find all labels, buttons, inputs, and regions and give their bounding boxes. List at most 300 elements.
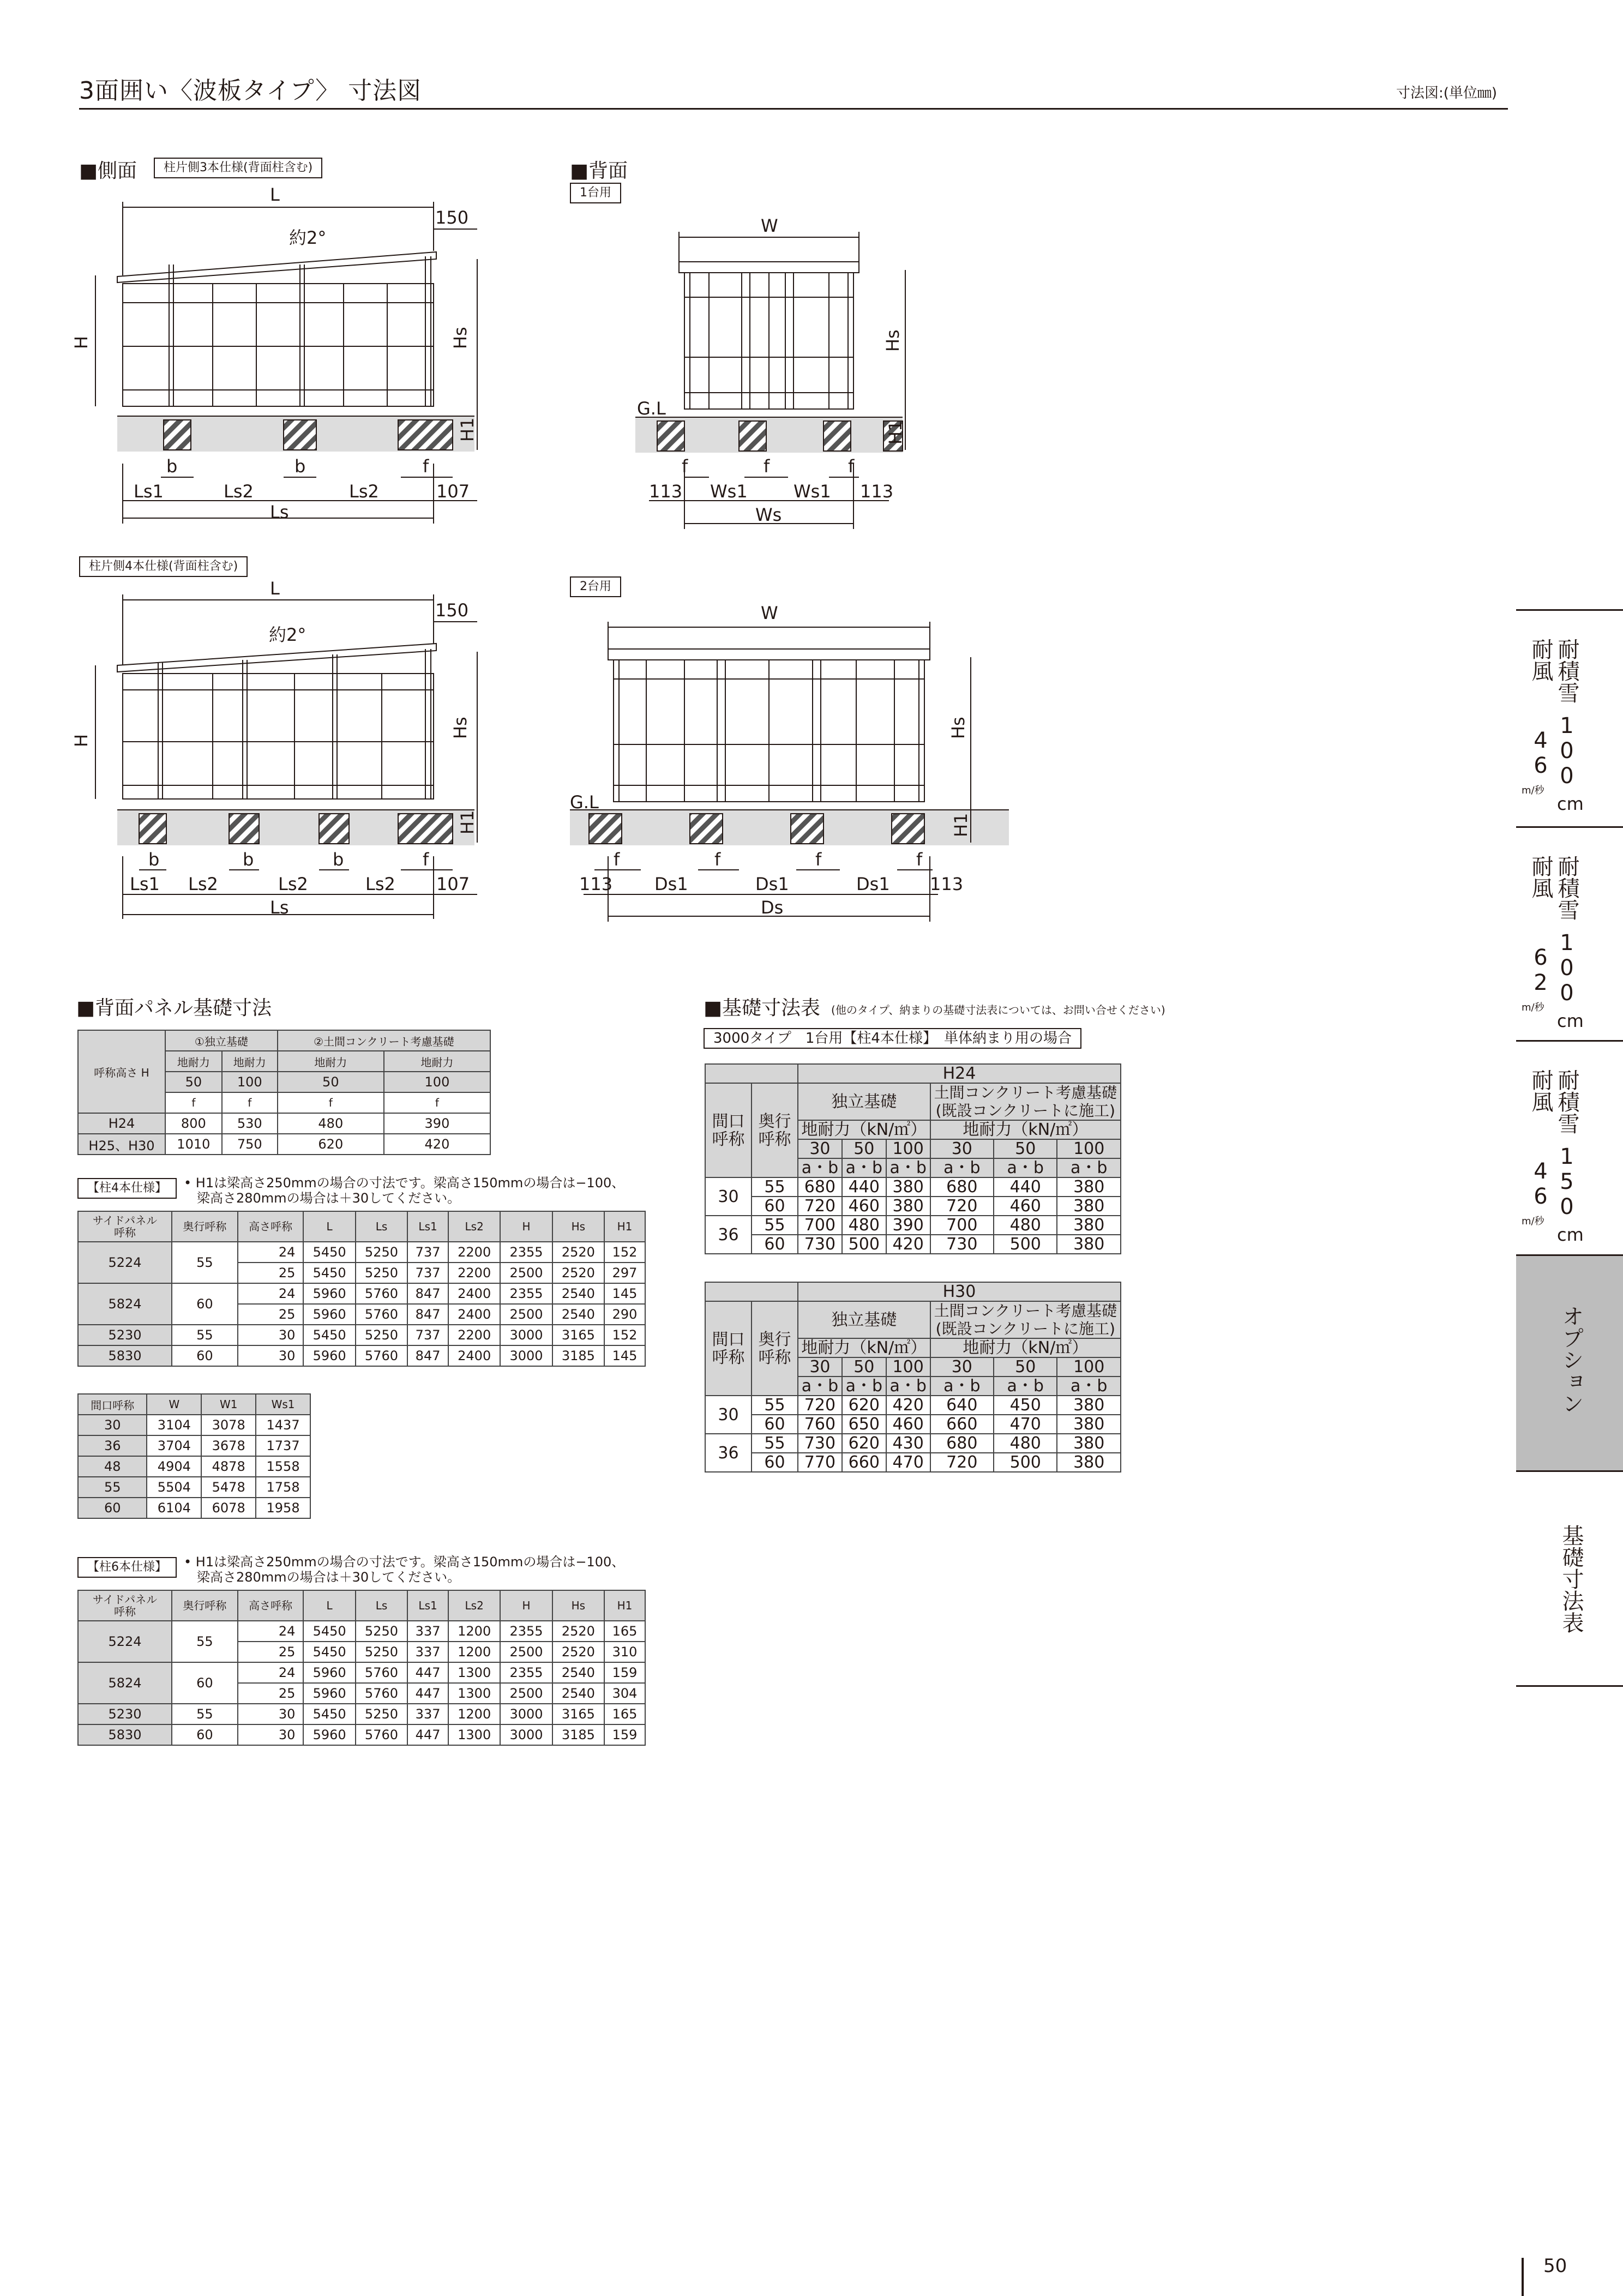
table-cell: 720	[798, 1197, 842, 1216]
table-header-cell: L	[303, 1590, 355, 1621]
soil-value: 50	[842, 1357, 886, 1377]
table-row	[78, 1435, 310, 1456]
table-cell: 420	[886, 1396, 930, 1415]
table-cell: 620	[278, 1134, 384, 1155]
table-cell: 380	[1057, 1216, 1121, 1235]
pf-row-h: H25、H30	[78, 1134, 165, 1155]
table-cell: 5230	[78, 1325, 172, 1345]
table-cell: 450	[994, 1396, 1057, 1415]
dim-b-1a: b	[166, 456, 178, 477]
table-header-cell: Hs	[552, 1211, 604, 1242]
table-cell: 60	[172, 1283, 238, 1325]
side-view-3pillar	[95, 202, 477, 524]
table-cell: 460	[886, 1415, 930, 1434]
table-cell: 2520	[552, 1242, 604, 1263]
table-cell: 447	[407, 1724, 448, 1745]
table-row	[78, 1498, 310, 1518]
table-cell: 5450	[303, 1642, 355, 1662]
side-tag-4: 柱片側4本仕様(背面柱含む)	[79, 556, 248, 577]
table-cell: 145	[604, 1283, 645, 1304]
table-cell: 5824	[78, 1283, 172, 1325]
table-cell: 290	[604, 1304, 645, 1325]
tab-wind-label: 耐風	[1528, 1069, 1553, 1113]
ab-label: a・b	[994, 1158, 1057, 1177]
table-cell: 500	[994, 1453, 1057, 1472]
foundation-title	[704, 993, 1165, 1020]
sidebar-tab-spec-2[interactable]	[1516, 828, 1623, 1041]
table-cell: 60	[172, 1724, 238, 1745]
table-cell: 660	[930, 1415, 994, 1434]
table-cell: 24	[238, 1662, 304, 1683]
table-cell: 500	[842, 1235, 886, 1254]
table-row	[705, 1282, 1121, 1301]
table-header-cell: H1	[604, 1211, 645, 1242]
table-cell: 30	[238, 1704, 304, 1724]
table-row	[78, 1704, 645, 1724]
table-cell: 55	[172, 1242, 238, 1283]
table-cell: 5250	[356, 1242, 407, 1263]
dim-H-2: H	[71, 734, 92, 747]
dim-150-2: 150	[435, 600, 469, 621]
foundation-table-name: H24	[798, 1064, 1121, 1083]
foundation-table-name: H30	[798, 1282, 1121, 1301]
table-cell: 700	[930, 1216, 994, 1235]
table-cell: 650	[842, 1415, 886, 1434]
table-header-cell: H	[500, 1211, 552, 1242]
table-cell: 620	[842, 1434, 886, 1453]
dim-H1-b1: H1	[885, 420, 906, 444]
dim-Ws1-1b: Ws1	[794, 481, 831, 502]
dim-Ls1-2: Ls1	[130, 874, 160, 894]
table-cell: 390	[384, 1113, 490, 1134]
tab-wind-unit: m/秒	[1522, 785, 1544, 796]
table-row	[78, 1283, 645, 1304]
table-cell: 1300	[448, 1683, 500, 1704]
back-tag-2: 2台用	[570, 576, 621, 597]
table-cell: 2400	[448, 1304, 500, 1325]
dim-Ls1-1: Ls1	[134, 481, 164, 502]
tab-snow-unit: cm	[1557, 1224, 1584, 1245]
table-header-cell: 奥行呼称	[172, 1211, 238, 1242]
dim-150-1: 150	[435, 207, 469, 228]
table-cell: 337	[407, 1642, 448, 1662]
table-row	[78, 1242, 645, 1263]
table-cell: 2355	[500, 1242, 552, 1263]
frontage-cell: 36	[705, 1216, 752, 1254]
table-cell: 3185	[552, 1345, 604, 1366]
table-cell: 480	[994, 1434, 1057, 1453]
table-cell	[705, 1064, 798, 1083]
page-title: 3面囲い〈波板タイプ〉 寸法図	[79, 77, 422, 105]
table-cell: 304	[604, 1683, 645, 1704]
table-cell: 2540	[552, 1662, 604, 1683]
pf-val: 100	[222, 1072, 278, 1092]
foundation-tables	[705, 1063, 1121, 1472]
soil-header: 地耐力（kN/㎡）	[798, 1120, 930, 1139]
table-row	[705, 1235, 1121, 1254]
soil-header: 地耐力（kN/㎡）	[798, 1338, 930, 1357]
dim-107-2: 107	[436, 874, 470, 894]
table-cell: 5250	[356, 1704, 407, 1724]
dim-Ls2-2b: Ls2	[278, 874, 308, 894]
frontage-cell: 30	[705, 1396, 752, 1434]
table-cell: 430	[886, 1434, 930, 1453]
table-cell: 847	[407, 1283, 448, 1304]
soil-header: 地耐力（kN/㎡）	[930, 1338, 1121, 1357]
table-cell: 5250	[356, 1642, 407, 1662]
table-cell: 420	[886, 1235, 930, 1254]
tab-wind-unit: m/秒	[1522, 1216, 1544, 1227]
dim-L-2: L	[270, 578, 280, 599]
table-cell: 3165	[552, 1325, 604, 1345]
table-cell: 36	[78, 1435, 147, 1456]
sidebar-divider	[1516, 1470, 1623, 1472]
table-cell: 5830	[78, 1724, 172, 1745]
table-cell: 5760	[356, 1662, 407, 1683]
table-cell: 152	[604, 1242, 645, 1263]
pf-soil: 地耐力	[222, 1051, 278, 1072]
tab-snow-unit: cm	[1557, 794, 1584, 814]
dim-f-b2b: f	[714, 849, 721, 870]
ab-label: a・b	[886, 1377, 930, 1396]
table-row	[78, 1325, 645, 1345]
sidebar-tab-foundation[interactable]	[1516, 1472, 1623, 1685]
dim-GL-1: G.L	[637, 398, 666, 419]
table-header-cell: 高さ呼称	[238, 1211, 304, 1242]
table-cell: 25	[238, 1642, 304, 1662]
table-cell: 145	[604, 1345, 645, 1366]
tab-wind-value: 62	[1528, 945, 1553, 995]
tab-snow-label: 耐積雪	[1554, 638, 1579, 704]
table-cell: 5960	[303, 1345, 355, 1366]
ab-label: a・b	[798, 1377, 842, 1396]
table-cell: 2500	[500, 1304, 552, 1325]
panel-foundation-title: ■背面パネル基礎寸法	[76, 997, 272, 1019]
table-cell: 730	[798, 1434, 842, 1453]
table-cell: 5960	[303, 1283, 355, 1304]
unit-note: 寸法図:(単位㎜)	[1396, 85, 1498, 101]
depth-cell: 55	[752, 1434, 798, 1453]
table-cell: 380	[1057, 1177, 1121, 1197]
foundation-table-H30	[705, 1282, 1121, 1472]
table-cell: 2400	[448, 1345, 500, 1366]
soil-value: 100	[1057, 1139, 1121, 1158]
sidebar-divider	[1516, 1685, 1623, 1687]
table-cell: 3165	[552, 1704, 604, 1724]
table-row	[78, 1134, 490, 1155]
dim-Ls2-1a: Ls2	[224, 481, 254, 502]
depth-cell: 60	[752, 1235, 798, 1254]
ab-label: a・b	[886, 1158, 930, 1177]
table-header-cell: Ls1	[407, 1590, 448, 1621]
table-cell: 2520	[552, 1642, 604, 1662]
tab-wind-label: 耐風	[1528, 638, 1553, 682]
table-cell: 4904	[147, 1456, 201, 1477]
table-cell: 530	[222, 1113, 278, 1134]
pillar6-table	[77, 1590, 646, 1746]
soil-value: 30	[798, 1139, 842, 1158]
table-cell: 24	[238, 1283, 304, 1304]
table-cell: 1200	[448, 1621, 500, 1642]
tab-wind-label: 耐風	[1528, 855, 1553, 899]
table-header-cell: Ls2	[448, 1211, 500, 1242]
table-cell: 5960	[303, 1304, 355, 1325]
table-cell: 770	[798, 1453, 842, 1472]
table-cell: 720	[930, 1197, 994, 1216]
table-cell: 5760	[356, 1683, 407, 1704]
page-number-bar	[1522, 2258, 1524, 2296]
table-cell: 800	[165, 1113, 222, 1134]
table-header-cell: H1	[604, 1590, 645, 1621]
tab-wind-unit: m/秒	[1522, 1002, 1544, 1013]
table-cell: 720	[930, 1453, 994, 1472]
dim-Hs-b2: Hs	[948, 717, 969, 739]
table-cell: 60	[172, 1345, 238, 1366]
dimension-drawings	[0, 0, 1009, 938]
table-header-cell: 奥行呼称	[172, 1590, 238, 1621]
table-row	[78, 1113, 490, 1134]
foundation-subtitle: 3000タイプ 1台用【柱4本仕様】 単体納まり用の場合	[704, 1028, 1081, 1049]
table-cell: 55	[172, 1325, 238, 1345]
table-cell: 2200	[448, 1325, 500, 1345]
dim-W-1: W	[761, 215, 778, 236]
table-cell: 420	[384, 1134, 490, 1155]
table-row	[705, 1415, 1121, 1434]
table-header-cell: Ls2	[448, 1590, 500, 1621]
pillar6-note: • H1は梁高さ250mmの場合の寸法です。梁高さ150mmの場合は−100、 梁高さ280mmの場合は＋30してください。	[184, 1554, 625, 1585]
depth-cell: 55	[752, 1177, 798, 1197]
dim-Ls2-1b: Ls2	[349, 481, 379, 502]
table-cell: 5760	[356, 1283, 407, 1304]
table-cell: 730	[930, 1235, 994, 1254]
table-header-cell: 間口呼称	[78, 1394, 147, 1415]
table-cell: 3000	[500, 1345, 552, 1366]
table-row	[78, 1345, 645, 1366]
ab-label: a・b	[842, 1158, 886, 1177]
sidebar-tab-option[interactable]	[1516, 1256, 1623, 1470]
table-cell: 737	[407, 1263, 448, 1283]
table-cell: 6078	[201, 1498, 256, 1518]
page-number: 50	[1543, 2255, 1567, 2277]
table-cell: 380	[1057, 1434, 1121, 1453]
table-cell: 380	[1057, 1235, 1121, 1254]
pf-f: f	[222, 1092, 278, 1113]
table-cell: 1758	[256, 1477, 310, 1498]
pf-col1: ①独立基礎	[165, 1030, 278, 1051]
table-cell: 3185	[552, 1724, 604, 1745]
dim-f-b2a: f	[614, 849, 620, 870]
table-cell: 5760	[356, 1724, 407, 1745]
indep-header: 独立基礎	[798, 1301, 930, 1338]
width-table	[77, 1393, 311, 1519]
ab-label: a・b	[994, 1377, 1057, 1396]
table-cell: 5960	[303, 1683, 355, 1704]
dim-Ls2-2c: Ls2	[365, 874, 395, 894]
table-cell: 460	[994, 1197, 1057, 1216]
dim-f-b1a: f	[682, 456, 688, 477]
table-cell: 3000	[500, 1704, 552, 1724]
depth-header: 奥行 呼称	[752, 1301, 798, 1396]
table-cell: 440	[994, 1177, 1057, 1197]
dim-H1-2: H1	[457, 810, 478, 834]
ab-label: a・b	[842, 1377, 886, 1396]
soil-value: 50	[842, 1139, 886, 1158]
table-cell: 5760	[356, 1304, 407, 1325]
table-cell: 680	[930, 1434, 994, 1453]
pf-f: f	[165, 1092, 222, 1113]
table-cell: 480	[994, 1216, 1057, 1235]
dim-W-2: W	[761, 603, 778, 623]
table-cell: 24	[238, 1242, 304, 1263]
table-cell: 1200	[448, 1642, 500, 1662]
table-cell: 5450	[303, 1242, 355, 1263]
ab-label: a・b	[1057, 1158, 1121, 1177]
table-cell: 760	[798, 1415, 842, 1434]
dim-f-b1c: f	[848, 456, 855, 477]
table-header-cell: W1	[201, 1394, 256, 1415]
dim-b-1b: b	[294, 456, 306, 477]
table-cell: 5830	[78, 1345, 172, 1366]
table-cell: 24	[238, 1621, 304, 1642]
table-cell: 5960	[303, 1662, 355, 1683]
dim-GL-2: G.L	[570, 792, 599, 813]
table-header-cell: Ls	[356, 1590, 407, 1621]
table-cell: 1558	[256, 1456, 310, 1477]
table-cell: 3000	[500, 1724, 552, 1745]
ab-label: a・b	[1057, 1377, 1121, 1396]
table-cell: 30	[238, 1345, 304, 1366]
side-view-title: ■側面	[79, 160, 137, 182]
depth-header: 奥行 呼称	[752, 1083, 798, 1177]
table-cell: 48	[78, 1456, 147, 1477]
table-cell: 152	[604, 1325, 645, 1345]
dim-Ws1-1a: Ws1	[710, 481, 748, 502]
table-cell: 337	[407, 1621, 448, 1642]
table-cell: 2500	[500, 1263, 552, 1283]
pf-col2: ②土間コンクリート考慮基礎	[278, 1030, 490, 1051]
table-cell: 447	[407, 1683, 448, 1704]
dim-H-1: H	[71, 335, 92, 349]
table-row	[705, 1396, 1121, 1415]
table-cell	[705, 1282, 798, 1301]
table-cell: 2520	[552, 1263, 604, 1283]
dim-f-b2d: f	[916, 849, 923, 870]
table-cell: 2540	[552, 1304, 604, 1325]
table-cell: 500	[994, 1235, 1057, 1254]
table-cell: 2520	[552, 1621, 604, 1642]
dim-L-1: L	[270, 184, 280, 205]
table-cell: 447	[407, 1662, 448, 1683]
dim-113-2a: 113	[579, 874, 613, 894]
dim-b-2b: b	[243, 849, 254, 870]
dim-Ls-2: Ls	[270, 897, 289, 918]
table-row	[705, 1434, 1121, 1453]
depth-cell: 60	[752, 1197, 798, 1216]
dim-Ds1-2c: Ds1	[856, 874, 890, 894]
dim-Ds-2: Ds	[761, 897, 784, 918]
dim-f-2: f	[423, 849, 429, 870]
table-cell: 2355	[500, 1662, 552, 1683]
table-row	[705, 1064, 1121, 1083]
sidebar-foundation-label: 基礎寸法表	[1559, 1524, 1584, 1633]
table-cell: 847	[407, 1304, 448, 1325]
table-cell: 3078	[201, 1415, 256, 1435]
table-cell: 720	[798, 1396, 842, 1415]
dim-f-1: f	[423, 456, 429, 477]
table-cell: 25	[238, 1683, 304, 1704]
table-cell: 2500	[500, 1642, 552, 1662]
table-cell: 337	[407, 1704, 448, 1724]
table-cell: 2200	[448, 1242, 500, 1263]
table-cell: 25	[238, 1263, 304, 1283]
tab-snow-label: 耐積雪	[1554, 1069, 1579, 1134]
pillar4-table	[77, 1211, 646, 1367]
table-cell: 5224	[78, 1621, 172, 1662]
foundation-title-text: ■基礎寸法表	[704, 997, 821, 1019]
table-cell: 1300	[448, 1724, 500, 1745]
dim-107-1: 107	[436, 481, 470, 502]
table-cell: 460	[842, 1197, 886, 1216]
table-header-row	[78, 1211, 645, 1242]
table-cell: 5450	[303, 1263, 355, 1283]
tab-wind-value: 46	[1528, 1159, 1553, 1209]
table-cell: 165	[604, 1621, 645, 1642]
dim-Hs-b1: Hs	[882, 329, 903, 352]
table-header-cell: H	[500, 1590, 552, 1621]
table-cell: 640	[930, 1396, 994, 1415]
table-cell: 5960	[303, 1724, 355, 1745]
table-cell: 1737	[256, 1435, 310, 1456]
table-header-cell: Hs	[552, 1590, 604, 1621]
table-cell: 2400	[448, 1283, 500, 1304]
table-cell: 60	[78, 1498, 147, 1518]
back-view-title: ■背面	[570, 160, 628, 182]
soil-value: 50	[994, 1357, 1057, 1377]
pf-val: 50	[278, 1072, 384, 1092]
sidebar-option-label: オプション	[1559, 1305, 1584, 1414]
table-cell: 680	[798, 1177, 842, 1197]
depth-cell: 60	[752, 1453, 798, 1472]
frontage-cell: 36	[705, 1434, 752, 1472]
dim-Hs-1: Hs	[450, 327, 471, 349]
pillar6-tag: 【柱6本仕様】	[77, 1557, 177, 1578]
table-cell: 1437	[256, 1415, 310, 1435]
table-header-cell: サイドパネル 呼称	[78, 1590, 172, 1621]
table-row	[78, 1456, 310, 1477]
table-cell: 30	[78, 1415, 147, 1435]
dim-Ls2-2a: Ls2	[188, 874, 218, 894]
dim-113-2b: 113	[930, 874, 964, 894]
pillar4-note: • H1は梁高さ250mmの場合の寸法です。梁高さ150mmの場合は−100、 梁高さ280mmの場合は＋30してください。	[184, 1175, 625, 1206]
pf-row-h: H24	[78, 1113, 165, 1134]
sidebar-tab-spec-1[interactable]	[1516, 611, 1623, 824]
sidebar-tab-spec-3[interactable]	[1516, 1042, 1623, 1254]
table-cell: 737	[407, 1325, 448, 1345]
table-header-cell: サイドパネル 呼称	[78, 1211, 172, 1242]
dim-b-2a: b	[148, 849, 160, 870]
table-cell: 700	[798, 1216, 842, 1235]
table-header-cell: Ls1	[407, 1211, 448, 1242]
table-row	[78, 1415, 310, 1435]
table-cell: 159	[604, 1724, 645, 1745]
table-cell: 1300	[448, 1662, 500, 1683]
ab-label: a・b	[930, 1158, 994, 1177]
tab-snow-value: 100	[1554, 713, 1579, 789]
table-cell: 165	[604, 1704, 645, 1724]
table-cell: 620	[842, 1396, 886, 1415]
table-cell: 55	[172, 1621, 238, 1662]
pf-soil: 地耐力	[384, 1051, 490, 1072]
